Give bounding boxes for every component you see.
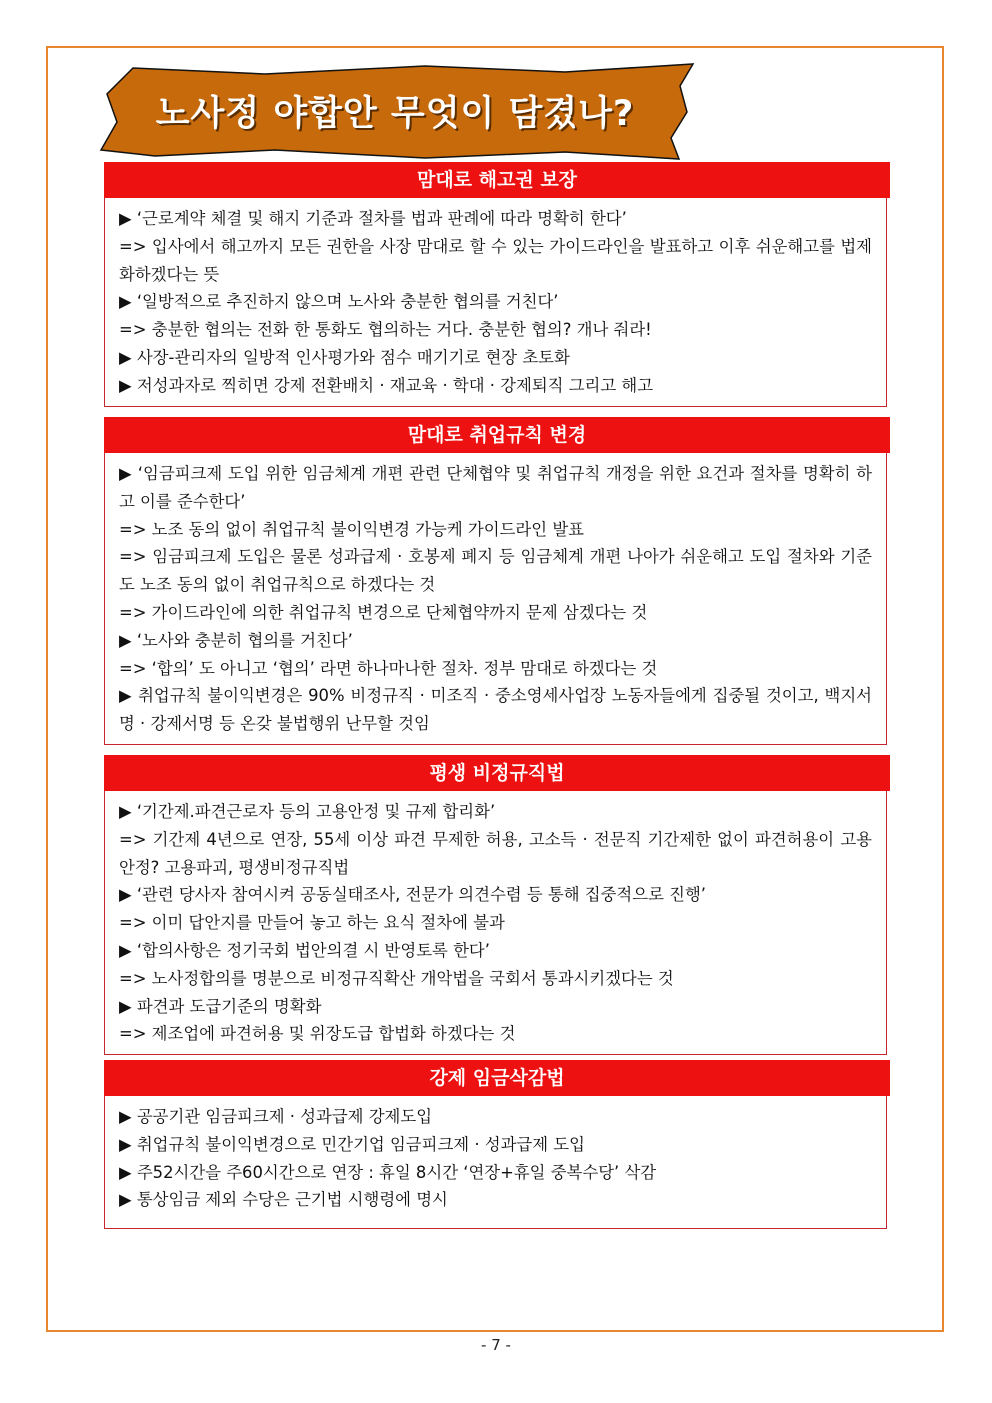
- body-line: ▶ 공공기관 임금피크제 · 성과급제 강제도입: [119, 1107, 433, 1126]
- section-body: [104, 1096, 887, 1229]
- body-line: => 임금피크제 도입은 물론 성과급제 · 호봉제 폐지 등 임금체계 개편 나아가 쉬운해고 도입 절차와 기준도 노조 동의 없이 취업규칙으로 하겠다는 것: [119, 547, 872, 595]
- body-line: ▶ 사장-관리자의 일방적 인사평가와 점수 매기기로 현장 초토화: [119, 347, 570, 367]
- section-work-rules: [104, 417, 890, 745]
- body-line: => 노조 동의 없이 취업규칙 불이익변경 가능케 가이드라인 발표: [119, 519, 584, 539]
- section-header: 강제 임금삭감법: [104, 1060, 890, 1096]
- section-header: 맘대로 해고권 보장: [104, 162, 890, 198]
- section-body: [104, 198, 887, 407]
- body-line: => 기간제 4년으로 연장, 55세 이상 파견 무제한 허용, 고소득 · 전문직 기간제한 없이 파견허용이 고용안정? 고용파괴, 평생비정규직법: [119, 829, 872, 877]
- body-line: ▶ ‘관련 당사자 참여시켜 공동실태조사, 전문가 의견수렴 등 통해 집중적으로 진행’: [119, 885, 707, 905]
- body-line: => 제조업에 파견허용 및 위장도급 합법화 하겠다는 것: [119, 1024, 516, 1044]
- body-line: ▶ 파견과 도급기준의 명확화: [119, 996, 322, 1016]
- body-line: ▶ 취업규칙 불이익변경으로 민간기업 임금피크제 · 성과급제 도입: [119, 1134, 585, 1154]
- page-number: - 7 -: [481, 1336, 511, 1354]
- body-line: ▶ ‘합의사항은 정기국회 법안의결 시 반영토록 한다’: [119, 940, 490, 960]
- body-line: ▶ ‘근로계약 체결 및 해지 기준과 절차를 법과 판례에 따라 명확히 한다’: [119, 209, 627, 228]
- section-dismissal: [104, 162, 890, 407]
- body-line: ▶ 저성과자로 찍히면 강제 전환배치 · 재교육 · 학대 · 강제퇴직 그리고 해고: [119, 375, 654, 395]
- page-title: 노사정 야합안 무엇이 담겼나?: [155, 94, 635, 134]
- body-line: => ‘합의’ 도 아니고 ‘협의’ 라면 하나마나한 절차. 정부 맘대로 하겠다는 것: [119, 658, 658, 678]
- body-line: => 노사정합의를 명분으로 비정규직확산 개악법을 국회서 통과시키겠다는 것: [119, 968, 674, 988]
- section-body: [104, 791, 887, 1055]
- body-line: ▶ ‘일방적으로 추진하지 않으며 노사와 충분한 협의를 거친다’: [119, 292, 559, 312]
- section-body: [104, 453, 887, 745]
- body-line: ▶ ‘노사와 충분히 협의를 거친다’: [119, 630, 353, 650]
- section-header: 평생 비정규직법: [104, 755, 890, 791]
- body-line: => 가이드라인에 의한 취업규칙 변경으로 단체협약까지 문제 삼겠다는 것: [119, 602, 648, 622]
- body-line: ▶ 통상임금 제외 수당은 근기법 시행령에 명시: [119, 1190, 448, 1210]
- body-line: ▶ ‘임금피크제 도입 위한 임금체계 개편 관련 단체협약 및 취업규칙 개정을 위한 요건과 절차를 명확히 하고 이를 준수한다’: [119, 464, 872, 511]
- section-wage-cut: [104, 1060, 890, 1229]
- section-irregular-work: [104, 755, 890, 1055]
- title-banner: [95, 62, 695, 160]
- body-line: => 충분한 협의는 전화 한 통화도 협의하는 거다. 충분한 협의? 개나 줘라!: [119, 320, 652, 340]
- section-header: 맘대로 취업규칙 변경: [104, 417, 890, 453]
- body-line: ▶ ‘기간제.파견근로자 등의 고용안정 및 규제 합리화’: [119, 802, 496, 821]
- body-line: ▶ 주52시간을 주60시간으로 연장 : 휴일 8시간 ‘연장+휴일 중복수당’ 삭감: [119, 1162, 657, 1182]
- body-line: => 입사에서 해고까지 모든 권한을 사장 맘대로 할 수 있는 가이드라인을 발표하고 이후 쉬운해고를 법제화하겠다는 뜻: [119, 236, 872, 284]
- body-line: => 이미 답안지를 만들어 놓고 하는 요식 절차에 불과: [119, 913, 505, 933]
- body-line: ▶ 취업규칙 불이익변경은 90% 비정규직 · 미조직 · 중소영세사업장 노동자들에게 집중될 것이고, 백지서명 · 강제서명 등 온갖 불법행위 난무할 것임: [119, 686, 872, 734]
